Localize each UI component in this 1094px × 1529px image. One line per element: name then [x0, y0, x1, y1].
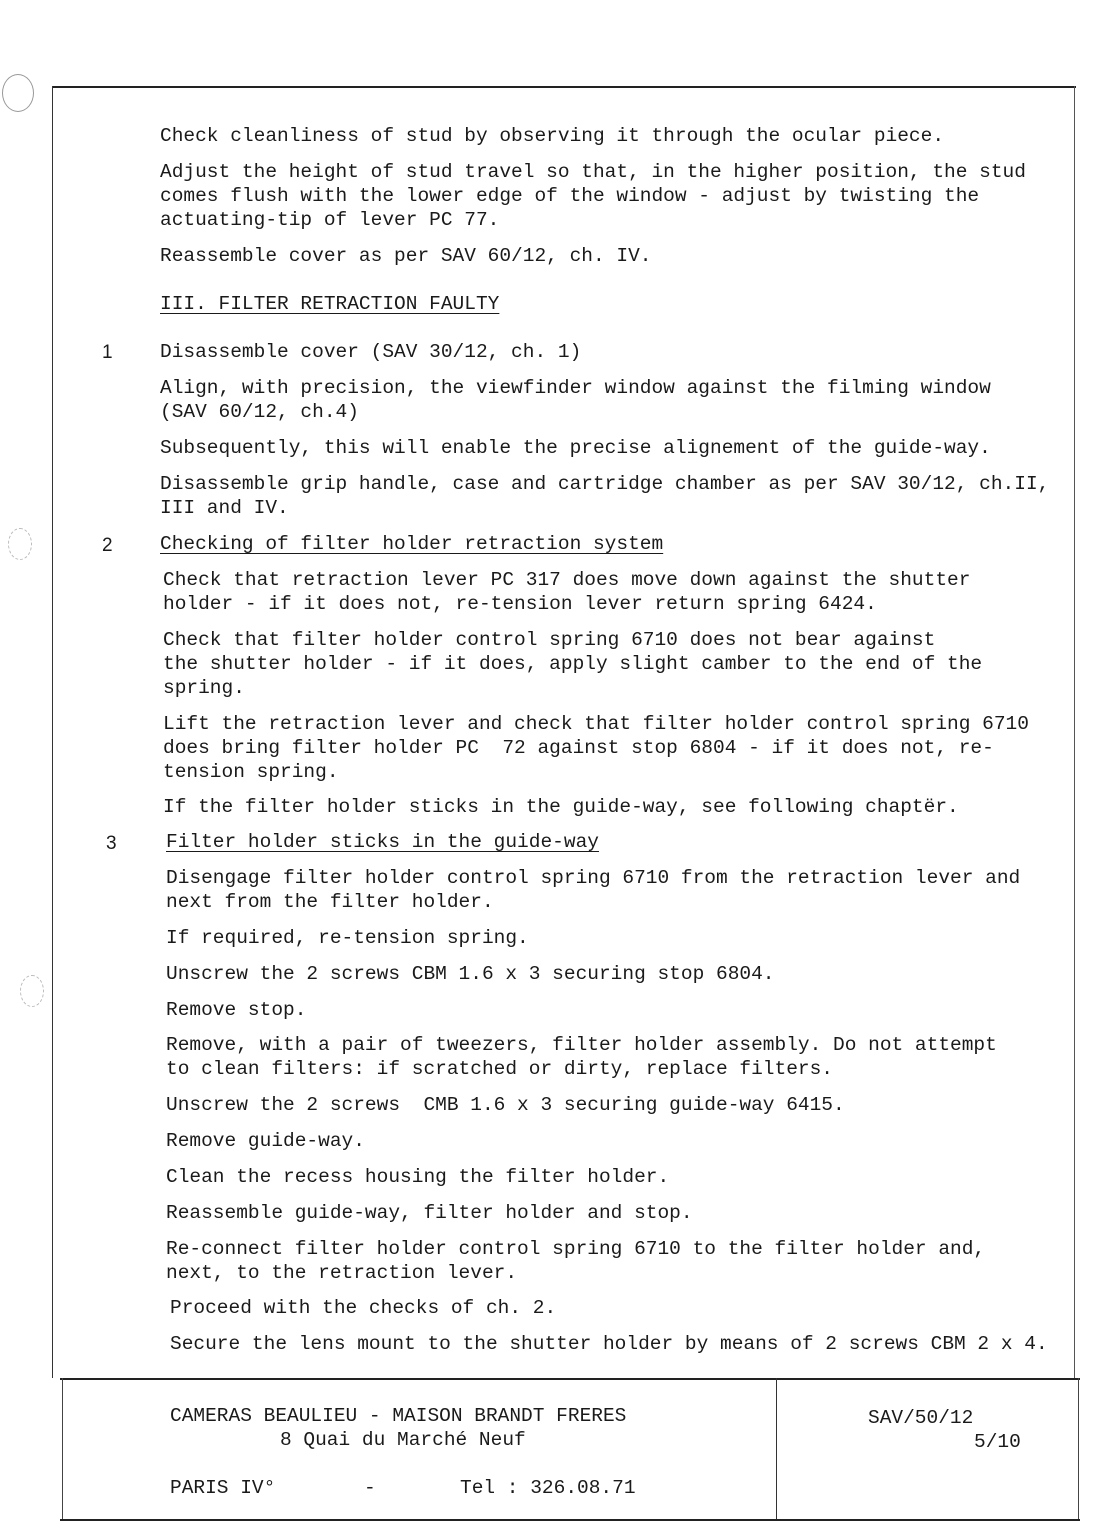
- step-number: 3: [106, 833, 117, 854]
- body-line: spring.: [163, 677, 245, 699]
- punch-hole-icon: [2, 74, 34, 112]
- footer-bottom-rule: [60, 1519, 1080, 1521]
- footer-address: 8 Quai du Marché Neuf: [280, 1429, 526, 1451]
- step-number: 1: [102, 342, 113, 363]
- body-line: Check that retraction lever PC 317 does move down against the shutter: [163, 569, 971, 591]
- body-line: Remove stop.: [166, 999, 307, 1021]
- body-line: Subsequently, this will enable the precise alignement of the guide-way.: [160, 437, 991, 459]
- body-line: Align, with precision, the viewfinder window against the filming window: [160, 377, 991, 399]
- body-line: next, to the retraction lever.: [166, 1262, 518, 1284]
- body-line: Re-connect filter holder control spring 6710 to the filter holder and,: [166, 1238, 986, 1260]
- section-heading: III. FILTER RETRACTION FAULTY: [160, 293, 500, 315]
- step-number: 2: [102, 535, 113, 556]
- body-line: Remove guide-way.: [166, 1130, 365, 1152]
- step-heading: Checking of filter holder retraction system: [160, 533, 664, 555]
- doc-reference: SAV/50/12: [868, 1407, 974, 1429]
- frame-top-rule: [52, 86, 1076, 88]
- body-line: Proceed with the checks of ch. 2.: [170, 1297, 557, 1319]
- body-line: Check that filter holder control spring 6710 does not bear against: [163, 629, 936, 651]
- footer-phone: Tel : 326.08.71: [460, 1477, 636, 1499]
- body-line: If the filter holder sticks in the guide-way, see following chaptër.: [163, 796, 959, 818]
- frame-right-rule: [1074, 86, 1075, 1378]
- page-number: 5/10: [974, 1431, 1021, 1453]
- step-heading: Filter holder sticks in the guide-way: [166, 831, 599, 853]
- body-line: actuating-tip of lever PC 77.: [160, 209, 500, 231]
- footer-left-rule: [62, 1378, 63, 1519]
- body-line: Remove, with a pair of tweezers, filter holder assembly. Do not attempt: [166, 1034, 997, 1056]
- body-line: (SAV 60/12, ch.4): [160, 401, 359, 423]
- footer-right-rule: [1078, 1378, 1079, 1519]
- body-line: If required, re-tension spring.: [166, 927, 529, 949]
- footer-top-rule: [60, 1378, 1080, 1380]
- footer-city: PARIS IV°: [170, 1477, 276, 1499]
- footer-company: CAMERAS BEAULIEU - MAISON BRANDT FRERES: [170, 1405, 627, 1427]
- body-line: does bring filter holder PC 72 against stop 6804 - if it does not, re-: [163, 737, 994, 759]
- body-line: Disassemble grip handle, case and cartridge chamber as per SAV 30/12, ch.II,: [160, 473, 1050, 495]
- body-line: Unscrew the 2 screws CMB 1.6 x 3 securing guide-way 6415.: [166, 1094, 845, 1116]
- frame-left-rule: [52, 86, 53, 1378]
- body-line: Check cleanliness of stud by observing it through the ocular piece.: [160, 125, 945, 147]
- body-line: III and IV.: [160, 497, 289, 519]
- punch-hole-faint-icon: [20, 975, 44, 1007]
- body-line: Clean the recess housing the filter holder.: [166, 1166, 670, 1188]
- body-line: Reassemble guide-way, filter holder and stop.: [166, 1202, 693, 1224]
- body-line: next from the filter holder.: [166, 891, 494, 913]
- body-line: comes flush with the lower edge of the window - adjust by twisting the: [160, 185, 980, 207]
- body-line: Reassemble cover as per SAV 60/12, ch. IV.: [160, 245, 652, 267]
- body-line: Adjust the height of stud travel so that, in the higher position, the stud: [160, 161, 1026, 183]
- body-line: Lift the retraction lever and check that filter holder control spring 6710: [163, 713, 1029, 735]
- body-line: Unscrew the 2 screws CBM 1.6 x 3 securing stop 6804.: [166, 963, 775, 985]
- footer-divider: [776, 1378, 777, 1519]
- body-line: Disassemble cover (SAV 30/12, ch. 1): [160, 341, 582, 363]
- body-line: Secure the lens mount to the shutter holder by means of 2 screws CBM 2 x 4.: [170, 1333, 1048, 1355]
- body-line: to clean filters: if scratched or dirty, replace filters.: [166, 1058, 834, 1080]
- body-line: tension spring.: [163, 761, 339, 783]
- body-line: Disengage filter holder control spring 6710 from the retraction lever and: [166, 867, 1021, 889]
- body-line: holder - if it does not, re-tension lever return spring 6424.: [163, 593, 877, 615]
- body-line: the shutter holder - if it does, apply slight camber to the end of the: [163, 653, 983, 675]
- footer-dash: -: [364, 1477, 376, 1499]
- punch-hole-faint-icon: [8, 528, 32, 560]
